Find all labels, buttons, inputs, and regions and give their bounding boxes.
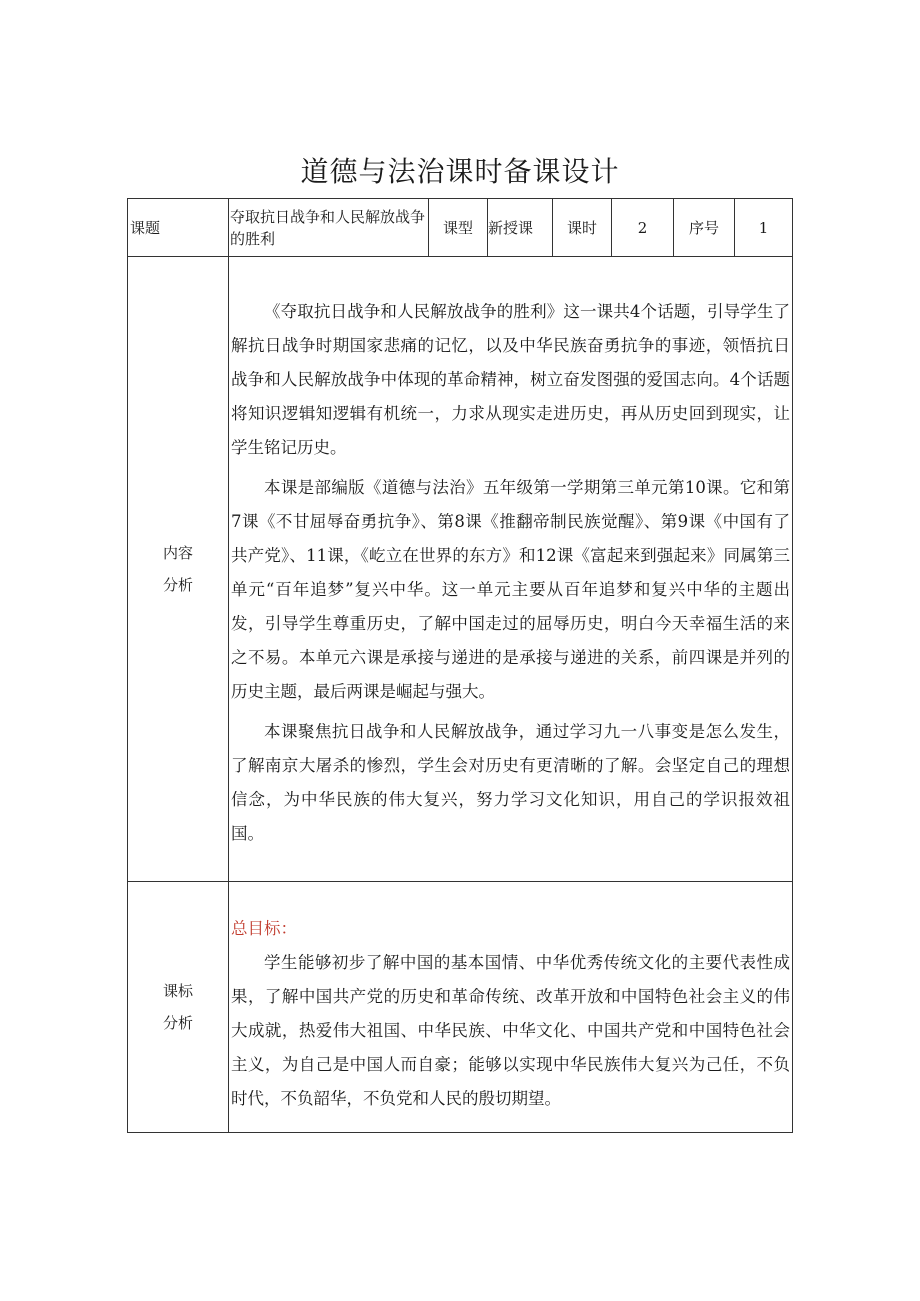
class-hours-label: 课时 xyxy=(553,199,612,257)
content-paragraph-1: 《夺取抗日战争和人民解放战争的胜利》这一课共4个话题，引导学生了解抗日战争时期国家悲痛的记忆，以及中华民族奋勇抗争的事迹，领悟抗日战争和人民解放战争中体现的革命精神，树立奋发图强的爱国志向。4个话题将知识逻辑知逻辑有机统一，力求从现实走进历史，再从历史回到现实，让学生铭记历史。 xyxy=(231,302,790,457)
topic-value: 夺取抗日战争和人民解放战争的胜利 xyxy=(229,199,429,257)
header-row xyxy=(128,199,793,257)
sequence-value: 1 xyxy=(735,199,793,257)
document-title: 道德与法治课时备课设计 xyxy=(300,155,620,188)
content-paragraph-2: 本课是部编版《道德与法治》五年级第一学期第三单元第10课。它和第7课《不甘屈辱奋勇抗争》、第8课《推翻帝制民族觉醒》、第9课《中国有了共产党》、11课，《屹立在世界的东方》和12课《富起来到强起来》同属第三单元“百年追梦”复兴中华。这一单元主要从百年追梦和复兴中华的主题出发，引导学生尊重历史，了解中国走过的屈辱历史，明白今天幸福生活的来之不易。本单元六课是承接与递进的是承接与递进的关系，前四课是并列的历史主题，最后两课是崛起与强大。 xyxy=(231,478,790,701)
content-analysis-row xyxy=(128,257,793,882)
topic-label: 课题 xyxy=(128,199,229,257)
sequence-label: 序号 xyxy=(674,199,735,257)
standard-analysis-label-line1: 课标 xyxy=(162,982,193,1000)
goal-heading: 总目标： xyxy=(231,919,297,938)
content-analysis-label-line2: 分析 xyxy=(162,576,193,594)
lesson-type-label: 课型 xyxy=(429,199,488,257)
lesson-plan-table xyxy=(127,198,793,1133)
class-hours-value: 2 xyxy=(612,199,674,257)
content-analysis-label xyxy=(128,257,229,882)
content-analysis-body xyxy=(229,257,793,882)
standard-analysis-label-line2: 分析 xyxy=(162,1014,193,1032)
goal-text: 学生能够初步了解中国的基本国情、中华优秀传统文化的主要代表性成果，了解中国共产党的历史和革命传统、改革开放和中国特色社会主义的伟大成就，热爱伟大祖国、中华民族、中华文化、中国共产党和中国特色社会主义，为自己是中国人而自豪；能够以实现中华民族伟大复兴为己任，不负时代，不负韶华，不负党和人民的殷切期望。 xyxy=(231,953,790,1108)
standard-analysis-row xyxy=(128,882,793,1133)
content-analysis-label-line1: 内容 xyxy=(162,544,193,562)
standard-analysis-body xyxy=(229,882,793,1133)
lesson-type-value: 新授课 xyxy=(488,199,553,257)
standard-analysis-label xyxy=(128,882,229,1133)
content-paragraph-3: 本课聚焦抗日战争和人民解放战争，通过学习九一八事变是怎么发生，了解南京大屠杀的惨烈，学生会对历史有更清晰的了解。会坚定自己的理想信念，为中华民族的伟大复兴，努力学习文化知识，用自己的学识报效祖国。 xyxy=(231,722,790,843)
